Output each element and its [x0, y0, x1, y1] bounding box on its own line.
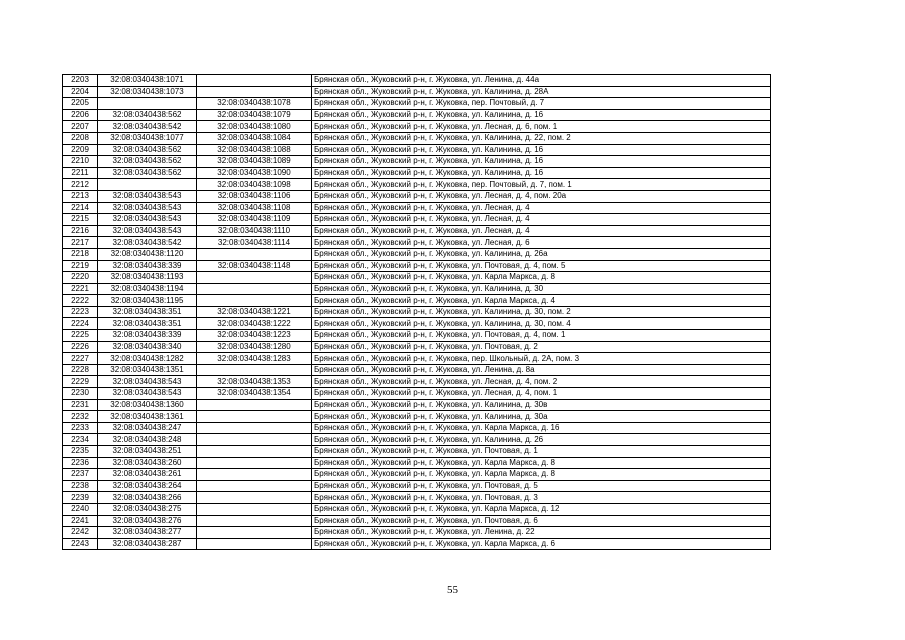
- table-row: [63, 237, 771, 249]
- row-number-cell: 2211: [63, 167, 98, 179]
- row-number-cell: 2231: [63, 399, 98, 411]
- table-row: [63, 272, 771, 284]
- cadastral-table: [62, 74, 771, 550]
- row-number-cell: 2203: [63, 75, 98, 87]
- table-body: [63, 75, 771, 550]
- cadastral-number-object-cell: 32:08:0340438:1080: [197, 121, 312, 133]
- table-row: [63, 86, 771, 98]
- address-cell: Брянская обл., Жуковский р-н, г. Жуковка, ул. Лесная, д. 4: [312, 202, 771, 214]
- cadastral-number-parcel-cell: 32:08:0340438:543: [98, 225, 197, 237]
- row-number-cell: 2238: [63, 480, 98, 492]
- cadastral-number-parcel-cell: 32:08:0340438:1351: [98, 364, 197, 376]
- address-cell: Брянская обл., Жуковский р-н, г. Жуковка, ул. Карла Маркса, д. 12: [312, 503, 771, 515]
- cadastral-number-object-cell: [197, 86, 312, 98]
- cadastral-number-parcel-cell: 32:08:0340438:1360: [98, 399, 197, 411]
- cadastral-number-object-cell: [197, 272, 312, 284]
- address-cell: Брянская обл., Жуковский р-н, г. Жуковка, ул. Карла Маркса, д. 8: [312, 272, 771, 284]
- address-cell: Брянская обл., Жуковский р-н, г. Жуковка, ул. Карла Маркса, д. 16: [312, 422, 771, 434]
- row-number-cell: 2223: [63, 306, 98, 318]
- row-number-cell: 2215: [63, 214, 98, 226]
- cadastral-number-parcel-cell: 32:08:0340438:339: [98, 330, 197, 342]
- row-number-cell: 2242: [63, 527, 98, 539]
- row-number-cell: 2220: [63, 272, 98, 284]
- table-row: [63, 538, 771, 550]
- cadastral-number-object-cell: [197, 527, 312, 539]
- row-number-cell: 2210: [63, 156, 98, 168]
- cadastral-number-object-cell: [197, 503, 312, 515]
- table-row: [63, 167, 771, 179]
- cadastral-number-parcel-cell: 32:08:0340438:562: [98, 156, 197, 168]
- table-row: [63, 132, 771, 144]
- cadastral-number-object-cell: 32:08:0340438:1078: [197, 98, 312, 110]
- address-cell: Брянская обл., Жуковский р-н, г. Жуковка, ул. Почтовая, д. 4, пом. 1: [312, 330, 771, 342]
- address-cell: Брянская обл., Жуковский р-н, г. Жуковка, ул. Почтовая, д. 4, пом. 5: [312, 260, 771, 272]
- address-cell: Брянская обл., Жуковский р-н, г. Жуковка, ул. Почтовая, д. 1: [312, 446, 771, 458]
- address-cell: Брянская обл., Жуковский р-н, г. Жуковка, ул. Калинина, д. 30: [312, 283, 771, 295]
- cadastral-number-object-cell: [197, 248, 312, 260]
- cadastral-number-parcel-cell: 32:08:0340438:1194: [98, 283, 197, 295]
- address-cell: Брянская обл., Жуковский р-н, г. Жуковка, ул. Карла Маркса, д. 8: [312, 469, 771, 481]
- cadastral-number-object-cell: [197, 411, 312, 423]
- cadastral-number-object-cell: 32:08:0340438:1283: [197, 353, 312, 365]
- row-number-cell: 2224: [63, 318, 98, 330]
- table-row: [63, 515, 771, 527]
- address-cell: Брянская обл., Жуковский р-н, г. Жуковка, пер. Школьный, д. 2А, пом. 3: [312, 353, 771, 365]
- table-row: [63, 434, 771, 446]
- cadastral-number-object-cell: [197, 492, 312, 504]
- table-row: [63, 190, 771, 202]
- table-row: [63, 457, 771, 469]
- row-number-cell: 2204: [63, 86, 98, 98]
- cadastral-number-parcel-cell: 32:08:0340438:1071: [98, 75, 197, 87]
- cadastral-number-object-cell: 32:08:0340438:1098: [197, 179, 312, 191]
- address-cell: Брянская обл., Жуковский р-н, г. Жуковка, ул. Ленина, д. 8а: [312, 364, 771, 376]
- table-row: [63, 156, 771, 168]
- cadastral-number-object-cell: [197, 422, 312, 434]
- row-number-cell: 2209: [63, 144, 98, 156]
- address-cell: Брянская обл., Жуковский р-н, г. Жуковка, ул. Калинина, д. 30, пом. 2: [312, 306, 771, 318]
- table-row: [63, 98, 771, 110]
- cadastral-number-parcel-cell: 32:08:0340438:340: [98, 341, 197, 353]
- cadastral-number-object-cell: [197, 469, 312, 481]
- table-row: [63, 353, 771, 365]
- cadastral-number-object-cell: 32:08:0340438:1106: [197, 190, 312, 202]
- cadastral-number-object-cell: 32:08:0340438:1148: [197, 260, 312, 272]
- cadastral-number-parcel-cell: 32:08:0340438:248: [98, 434, 197, 446]
- row-number-cell: 2212: [63, 179, 98, 191]
- row-number-cell: 2219: [63, 260, 98, 272]
- table-row: [63, 248, 771, 260]
- cadastral-number-parcel-cell: 32:08:0340438:266: [98, 492, 197, 504]
- cadastral-number-object-cell: 32:08:0340438:1354: [197, 388, 312, 400]
- address-cell: Брянская обл., Жуковский р-н, г. Жуковка, пер. Почтовый, д. 7, пом. 1: [312, 179, 771, 191]
- cadastral-number-object-cell: [197, 515, 312, 527]
- cadastral-number-parcel-cell: [98, 98, 197, 110]
- cadastral-number-object-cell: 32:08:0340438:1108: [197, 202, 312, 214]
- row-number-cell: 2236: [63, 457, 98, 469]
- cadastral-number-parcel-cell: 32:08:0340438:1077: [98, 132, 197, 144]
- cadastral-number-parcel-cell: 32:08:0340438:543: [98, 376, 197, 388]
- cadastral-number-object-cell: 32:08:0340438:1280: [197, 341, 312, 353]
- cadastral-number-parcel-cell: 32:08:0340438:543: [98, 388, 197, 400]
- row-number-cell: 2233: [63, 422, 98, 434]
- address-cell: Брянская обл., Жуковский р-н, г. Жуковка, ул. Калинина, д. 16: [312, 167, 771, 179]
- cadastral-number-parcel-cell: 32:08:0340438:275: [98, 503, 197, 515]
- row-number-cell: 2243: [63, 538, 98, 550]
- cadastral-number-object-cell: [197, 295, 312, 307]
- cadastral-number-parcel-cell: 32:08:0340438:562: [98, 167, 197, 179]
- row-number-cell: 2205: [63, 98, 98, 110]
- address-cell: Брянская обл., Жуковский р-н, г. Жуковка, ул. Калинина, д. 30, пом. 4: [312, 318, 771, 330]
- cadastral-number-parcel-cell: 32:08:0340438:542: [98, 121, 197, 133]
- address-cell: Брянская обл., Жуковский р-н, г. Жуковка, ул. Калинина, д. 26: [312, 434, 771, 446]
- table-row: [63, 295, 771, 307]
- cadastral-number-parcel-cell: 32:08:0340438:264: [98, 480, 197, 492]
- address-cell: Брянская обл., Жуковский р-н, г. Жуковка, ул. Калинина, д. 22, пом. 2: [312, 132, 771, 144]
- row-number-cell: 2239: [63, 492, 98, 504]
- cadastral-number-parcel-cell: 32:08:0340438:1120: [98, 248, 197, 260]
- cadastral-number-object-cell: [197, 457, 312, 469]
- cadastral-number-parcel-cell: 32:08:0340438:1195: [98, 295, 197, 307]
- cadastral-number-parcel-cell: 32:08:0340438:261: [98, 469, 197, 481]
- row-number-cell: 2227: [63, 353, 98, 365]
- table-row: [63, 422, 771, 434]
- address-cell: Брянская обл., Жуковский р-н, г. Жуковка, ул. Лесная, д. 6, пом. 1: [312, 121, 771, 133]
- table-row: [63, 179, 771, 191]
- row-number-cell: 2217: [63, 237, 98, 249]
- row-number-cell: 2229: [63, 376, 98, 388]
- cadastral-number-object-cell: 32:08:0340438:1223: [197, 330, 312, 342]
- page-number: 55: [447, 584, 458, 596]
- table-row: [63, 469, 771, 481]
- cadastral-number-parcel-cell: 32:08:0340438:543: [98, 202, 197, 214]
- row-number-cell: 2226: [63, 341, 98, 353]
- cadastral-number-parcel-cell: 32:08:0340438:277: [98, 527, 197, 539]
- cadastral-number-object-cell: 32:08:0340438:1353: [197, 376, 312, 388]
- table-row: [63, 121, 771, 133]
- cadastral-number-object-cell: [197, 480, 312, 492]
- address-cell: Брянская обл., Жуковский р-н, г. Жуковка, ул. Ленина, д. 22: [312, 527, 771, 539]
- row-number-cell: 2234: [63, 434, 98, 446]
- address-cell: Брянская обл., Жуковский р-н, г. Жуковка, ул. Калинина, д. 28А: [312, 86, 771, 98]
- cadastral-number-object-cell: [197, 364, 312, 376]
- address-cell: Брянская обл., Жуковский р-н, г. Жуковка, ул. Почтовая, д. 3: [312, 492, 771, 504]
- table-row: [63, 283, 771, 295]
- cadastral-number-object-cell: 32:08:0340438:1090: [197, 167, 312, 179]
- address-cell: Брянская обл., Жуковский р-н, г. Жуковка, ул. Ленина, д. 44а: [312, 75, 771, 87]
- address-cell: Брянская обл., Жуковский р-н, г. Жуковка, ул. Калинина, д. 16: [312, 144, 771, 156]
- cadastral-number-parcel-cell: 32:08:0340438:542: [98, 237, 197, 249]
- cadastral-number-parcel-cell: 32:08:0340438:1073: [98, 86, 197, 98]
- table-row: [63, 527, 771, 539]
- address-cell: Брянская обл., Жуковский р-н, г. Жуковка, ул. Почтовая, д. 2: [312, 341, 771, 353]
- cadastral-number-object-cell: [197, 283, 312, 295]
- cadastral-number-parcel-cell: 32:08:0340438:287: [98, 538, 197, 550]
- row-number-cell: 2218: [63, 248, 98, 260]
- table-row: [63, 144, 771, 156]
- table-row: [63, 446, 771, 458]
- cadastral-number-parcel-cell: 32:08:0340438:260: [98, 457, 197, 469]
- table-row: [63, 75, 771, 87]
- row-number-cell: 2208: [63, 132, 98, 144]
- table-row: [63, 306, 771, 318]
- address-cell: Брянская обл., Жуковский р-н, г. Жуковка, пер. Почтовый, д. 7: [312, 98, 771, 110]
- address-cell: Брянская обл., Жуковский р-н, г. Жуковка, ул. Калинина, д. 16: [312, 156, 771, 168]
- cadastral-number-object-cell: 32:08:0340438:1084: [197, 132, 312, 144]
- cadastral-number-object-cell: 32:08:0340438:1110: [197, 225, 312, 237]
- cadastral-number-parcel-cell: 32:08:0340438:351: [98, 306, 197, 318]
- row-number-cell: 2207: [63, 121, 98, 133]
- address-cell: Брянская обл., Жуковский р-н, г. Жуковка, ул. Калинина, д. 30а: [312, 411, 771, 423]
- address-cell: Брянская обл., Жуковский р-н, г. Жуковка, ул. Калинина, д. 16: [312, 109, 771, 121]
- cadastral-number-parcel-cell: 32:08:0340438:1282: [98, 353, 197, 365]
- cadastral-number-object-cell: 32:08:0340438:1088: [197, 144, 312, 156]
- cadastral-number-object-cell: 32:08:0340438:1114: [197, 237, 312, 249]
- row-number-cell: 2213: [63, 190, 98, 202]
- cadastral-number-parcel-cell: 32:08:0340438:543: [98, 214, 197, 226]
- table-row: [63, 503, 771, 515]
- table-row: [63, 480, 771, 492]
- cadastral-number-parcel-cell: 32:08:0340438:247: [98, 422, 197, 434]
- cadastral-number-object-cell: 32:08:0340438:1221: [197, 306, 312, 318]
- cadastral-number-object-cell: 32:08:0340438:1222: [197, 318, 312, 330]
- row-number-cell: 2225: [63, 330, 98, 342]
- address-cell: Брянская обл., Жуковский р-н, г. Жуковка, ул. Почтовая, д. 5: [312, 480, 771, 492]
- table-row: [63, 214, 771, 226]
- row-number-cell: 2216: [63, 225, 98, 237]
- address-cell: Брянская обл., Жуковский р-н, г. Жуковка, ул. Лесная, д. 6: [312, 237, 771, 249]
- cadastral-number-object-cell: 32:08:0340438:1089: [197, 156, 312, 168]
- cadastral-number-parcel-cell: [98, 179, 197, 191]
- table-row: [63, 492, 771, 504]
- cadastral-number-object-cell: 32:08:0340438:1079: [197, 109, 312, 121]
- address-cell: Брянская обл., Жуковский р-н, г. Жуковка, ул. Лесная, д. 4, пом. 20а: [312, 190, 771, 202]
- table-row: [63, 364, 771, 376]
- table-row: [63, 399, 771, 411]
- row-number-cell: 2214: [63, 202, 98, 214]
- cadastral-number-object-cell: [197, 434, 312, 446]
- row-number-cell: 2230: [63, 388, 98, 400]
- table-row: [63, 411, 771, 423]
- table-row: [63, 318, 771, 330]
- cadastral-number-object-cell: [197, 75, 312, 87]
- address-cell: Брянская обл., Жуковский р-н, г. Жуковка, ул. Калинина, д. 26а: [312, 248, 771, 260]
- address-cell: Брянская обл., Жуковский р-н, г. Жуковка, ул. Лесная, д. 4: [312, 214, 771, 226]
- address-cell: Брянская обл., Жуковский р-н, г. Жуковка, ул. Карла Маркса, д. 6: [312, 538, 771, 550]
- cadastral-number-object-cell: [197, 538, 312, 550]
- table-row: [63, 260, 771, 272]
- row-number-cell: 2237: [63, 469, 98, 481]
- address-cell: Брянская обл., Жуковский р-н, г. Жуковка, ул. Лесная, д. 4, пом. 1: [312, 388, 771, 400]
- row-number-cell: 2232: [63, 411, 98, 423]
- table-row: [63, 225, 771, 237]
- cadastral-number-object-cell: [197, 446, 312, 458]
- table-row: [63, 109, 771, 121]
- address-cell: Брянская обл., Жуковский р-н, г. Жуковка, ул. Карла Маркса, д. 8: [312, 457, 771, 469]
- table-row: [63, 341, 771, 353]
- row-number-cell: 2206: [63, 109, 98, 121]
- cadastral-number-parcel-cell: 32:08:0340438:562: [98, 109, 197, 121]
- cadastral-number-parcel-cell: 32:08:0340438:562: [98, 144, 197, 156]
- address-cell: Брянская обл., Жуковский р-н, г. Жуковка, ул. Калинина, д. 30в: [312, 399, 771, 411]
- row-number-cell: 2235: [63, 446, 98, 458]
- row-number-cell: 2222: [63, 295, 98, 307]
- address-cell: Брянская обл., Жуковский р-н, г. Жуковка, ул. Лесная, д. 4: [312, 225, 771, 237]
- row-number-cell: 2240: [63, 503, 98, 515]
- table-row: [63, 376, 771, 388]
- table-row: [63, 330, 771, 342]
- cadastral-number-parcel-cell: 32:08:0340438:251: [98, 446, 197, 458]
- table-row: [63, 388, 771, 400]
- cadastral-number-object-cell: [197, 399, 312, 411]
- cadastral-number-parcel-cell: 32:08:0340438:543: [98, 190, 197, 202]
- cadastral-number-parcel-cell: 32:08:0340438:1361: [98, 411, 197, 423]
- cadastral-number-parcel-cell: 32:08:0340438:276: [98, 515, 197, 527]
- address-cell: Брянская обл., Жуковский р-н, г. Жуковка, ул. Карла Маркса, д. 4: [312, 295, 771, 307]
- address-cell: Брянская обл., Жуковский р-н, г. Жуковка, ул. Лесная, д. 4, пом. 2: [312, 376, 771, 388]
- table-row: [63, 202, 771, 214]
- row-number-cell: 2228: [63, 364, 98, 376]
- cadastral-number-parcel-cell: 32:08:0340438:1193: [98, 272, 197, 284]
- address-cell: Брянская обл., Жуковский р-н, г. Жуковка, ул. Почтовая, д. 6: [312, 515, 771, 527]
- cadastral-number-parcel-cell: 32:08:0340438:351: [98, 318, 197, 330]
- cadastral-number-object-cell: 32:08:0340438:1109: [197, 214, 312, 226]
- row-number-cell: 2241: [63, 515, 98, 527]
- row-number-cell: 2221: [63, 283, 98, 295]
- cadastral-number-parcel-cell: 32:08:0340438:339: [98, 260, 197, 272]
